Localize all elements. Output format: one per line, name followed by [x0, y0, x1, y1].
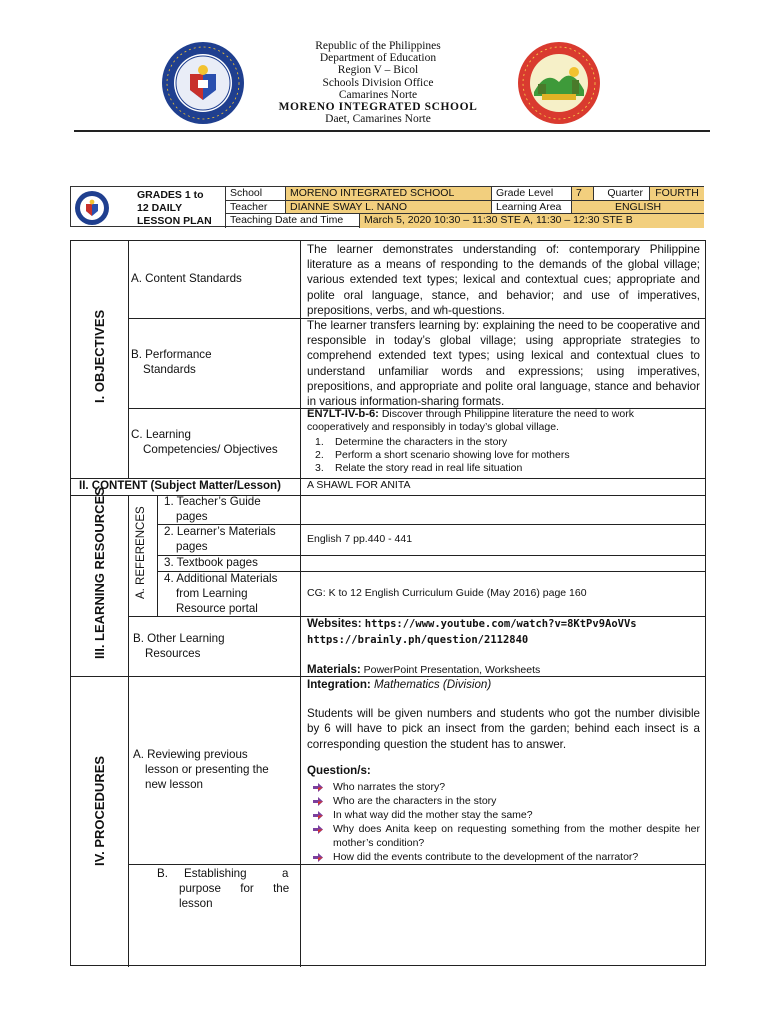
question-item [307, 794, 700, 808]
learners-materials-value: English 7 pp.440 - 441 [307, 533, 413, 545]
list-item [307, 462, 702, 475]
school-name: MORENO INTEGRATED SCHOOL [278, 101, 478, 114]
title-line: LESSON PLAN [137, 215, 212, 227]
question-text: Why does Anita keep on requesting something from the mother despite her mother’s condition? [333, 823, 700, 849]
label-line: Resource portal [176, 602, 258, 616]
camarines-norte-division-seal-logo [516, 40, 602, 126]
header-divider [74, 130, 710, 132]
school-value: MORENO INTEGRATED SCHOOL [285, 187, 491, 201]
grade-level-label: Grade Level [491, 187, 571, 201]
integration-label: Integration: [307, 678, 371, 691]
activity-paragraph: Students will be given numbers and students who got the number divisible by 6 will have to pick an insect from the garden; behind each insect is a corresponding question the student has to answer. [307, 707, 700, 751]
letterhead [240, 40, 516, 125]
learning-area-value: ENGLISH [571, 201, 704, 215]
letterhead-line: Department of Education [319, 52, 437, 65]
label-line: C. Learning [131, 428, 191, 441]
brainly-link[interactable]: https://brainly.ph/question/2112840 [307, 634, 529, 647]
question-text: Who are the characters in the story [333, 795, 497, 807]
objectives-section-label: I. OBJECTIVES [92, 309, 107, 403]
lesson-plan-grid [70, 240, 706, 966]
letterhead-line: Schools Division Office [322, 76, 434, 89]
list-number: 1. [315, 436, 324, 448]
letterhead-line: Region V – Bicol [337, 64, 419, 77]
school-label: School [225, 187, 285, 201]
lesson-plan-info-table [70, 186, 704, 227]
label-line: new lesson [145, 778, 204, 792]
questions-label: Question/s: [307, 763, 371, 777]
learners-materials-label [164, 524, 298, 554]
learning-competencies-text [307, 408, 702, 434]
reviewing-previous-lesson-content [307, 677, 700, 778]
list-text: Determine the characters in the story [335, 436, 508, 448]
content-standards-text: The learner demonstrates understanding of: contemporary Philippine literature as a means of responding to the demands of the global village; various extended text types; lexical and contextual cues; appropriate and polite oral language, stance, and behavior; and use of imperatives, prepositions, verbs, and wh-questions. [307, 243, 700, 317]
label-line: B. Other Learning [133, 632, 225, 645]
grid-line [300, 241, 301, 967]
question-text: Who narrates the story? [333, 781, 446, 793]
establishing-purpose-label [157, 866, 293, 912]
competency-code: EN7LT-IV-b-6: [307, 408, 379, 420]
questions-list [307, 780, 700, 864]
quarter-label: Quarter [593, 187, 649, 201]
list-item [307, 436, 702, 449]
arrow-bullet-icon [313, 825, 323, 834]
question-item [307, 808, 700, 822]
label-line: A. Reviewing previous [133, 748, 248, 761]
teacher-value: DIANNE SWAY L. NANO [285, 201, 491, 215]
performance-standards-text: The learner transfers learning by: explaining the need to be cooperative and responsible in today’s global village; using appropriate strategies to comprehend extended text types; using lexical and contextual clues to understand unfamiliar words and expressions; using imperatives, prepositions, and appropriate and polite oral language, stance and behavior in various information-sharing formats. [307, 319, 700, 409]
deped-seal-logo [160, 40, 246, 126]
list-text: Perform a short scenario showing love for mothers [335, 449, 570, 461]
procedures-section-label: IV. PROCEDURES [92, 755, 107, 866]
list-number: 2. [315, 449, 324, 461]
label-line: purpose for the [179, 882, 290, 896]
materials-value: PowerPoint Presentation, Worksheets [360, 664, 541, 677]
grid-line [128, 864, 706, 865]
learning-competencies-label [131, 427, 297, 457]
deped-small-logo [74, 190, 110, 226]
arrow-bullet-icon [313, 783, 323, 792]
other-resources-label [133, 631, 299, 661]
grade-level-value: 7 [571, 187, 593, 201]
youtube-link[interactable]: https://www.youtube.com/watch?v=8KtPv9AoVVs [364, 618, 637, 630]
competency-text: Discover through Philippine literature the need to work [378, 408, 634, 420]
label-line: pages [176, 540, 208, 554]
label-line: lesson [179, 897, 213, 911]
content-label: II. CONTENT (Subject Matter/Lesson) [79, 480, 281, 492]
date-time-value: March 5, 2020 10:30 – 11:30 STE A, 11:30 – 12:30 STE B [359, 214, 704, 228]
other-resources-value [307, 616, 702, 679]
label-line: from Learning [176, 587, 248, 601]
grid-line [128, 495, 129, 967]
question-item [307, 850, 700, 864]
reviewing-previous-lesson-label [133, 747, 299, 793]
teacher-label: Teacher [225, 201, 285, 215]
label-line: 2. Learner’s Materials [164, 525, 276, 538]
additional-materials-value: CG: K to 12 English Curriculum Guide (May 2016) page 160 [307, 587, 587, 599]
competency-text: cooperatively and responsibly in today’s global village. [307, 421, 559, 433]
objectives-list [307, 436, 702, 475]
title-line: GRADES 1 to [137, 189, 204, 201]
grid-line [128, 241, 129, 478]
performance-standards-label [131, 347, 297, 377]
additional-materials-label [164, 571, 298, 617]
arrow-bullet-icon [313, 853, 323, 862]
label-line: 1. Teacher’s Guide [164, 495, 261, 508]
learning-resources-section-label: III. LEARNING RESOURCES [92, 487, 107, 659]
question-item [307, 822, 700, 850]
letterhead-line: Camarines Norte [338, 88, 418, 101]
title-line: 12 DAILY [137, 202, 183, 214]
school-address: Daet, Camarines Norte [325, 113, 431, 126]
teachers-guide-label [164, 494, 298, 524]
label-line: 4. Additional Materials [164, 572, 278, 585]
label-line: lesson or presenting the [145, 763, 269, 777]
integration-value: Mathematics (Division) [370, 678, 492, 691]
list-number: 3. [315, 462, 324, 474]
websites-label: Websites: [307, 617, 362, 630]
letterhead-line: Republic of the Philippines [315, 40, 441, 52]
list-item [307, 449, 702, 462]
question-text: How did the events contribute to the development of the narrator? [333, 851, 639, 863]
list-text: Relate the story read in real life situation [335, 462, 523, 474]
materials-label: Materials: [307, 664, 361, 677]
label-line: Resources [145, 647, 201, 661]
arrow-bullet-icon [313, 797, 323, 806]
references-label: A. REFERENCES [135, 506, 147, 599]
textbook-pages-label: 3. Textbook pages [164, 556, 258, 569]
label-line: pages [176, 510, 208, 524]
label-line: B. Establishing a [157, 867, 289, 880]
label-line: Competencies/ Objectives [143, 443, 278, 457]
content-standards-label: A. Content Standards [131, 272, 242, 285]
question-text: In what way did the mother stay the same? [333, 809, 533, 821]
label-line: Standards [143, 363, 196, 377]
learning-area-label: Learning Area [491, 201, 571, 215]
arrow-bullet-icon [313, 811, 323, 820]
content-value: A SHAWL FOR ANITA [307, 479, 411, 491]
question-item [307, 780, 700, 794]
quarter-value: FOURTH [649, 187, 704, 201]
label-line: B. Performance [131, 348, 212, 361]
date-time-label: Teaching Date and Time [225, 214, 359, 228]
